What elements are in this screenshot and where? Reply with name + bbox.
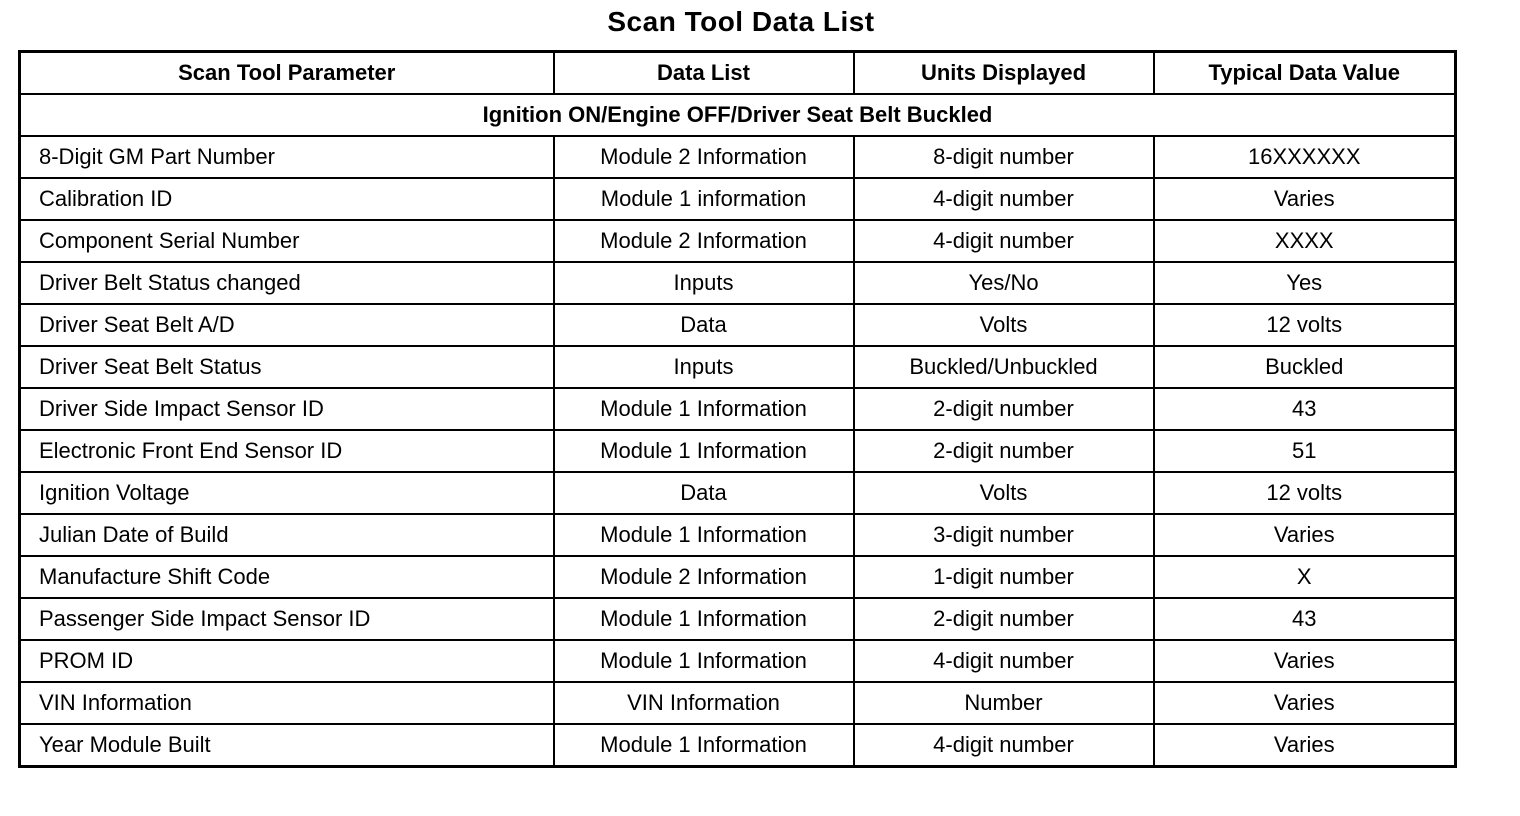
cell-parameter: Julian Date of Build <box>20 514 554 556</box>
cell-data-list: Module 1 Information <box>554 640 854 682</box>
cell-units: 4-digit number <box>854 724 1154 767</box>
table-row <box>20 598 1456 640</box>
cell-typical-value: 16XXXXXX <box>1154 136 1456 178</box>
cell-units: Volts <box>854 472 1154 514</box>
cell-units: 1-digit number <box>854 556 1154 598</box>
cell-units: 8-digit number <box>854 136 1154 178</box>
cell-units: 2-digit number <box>854 388 1154 430</box>
table-row <box>20 556 1456 598</box>
cell-typical-value: Varies <box>1154 682 1456 724</box>
header-scan-tool-parameter: Scan Tool Parameter <box>20 52 554 95</box>
table-row <box>20 262 1456 304</box>
cell-typical-value: 43 <box>1154 598 1456 640</box>
header-row <box>20 52 1456 95</box>
table-row <box>20 388 1456 430</box>
cell-typical-value: Varies <box>1154 724 1456 767</box>
header-data-list: Data List <box>554 52 854 95</box>
cell-data-list: Module 2 Information <box>554 220 854 262</box>
cell-data-list: Module 2 Information <box>554 136 854 178</box>
table-row <box>20 430 1456 472</box>
cell-typical-value: 12 volts <box>1154 472 1456 514</box>
cell-typical-value: 12 volts <box>1154 304 1456 346</box>
cell-data-list: Module 1 Information <box>554 598 854 640</box>
header-units-displayed: Units Displayed <box>854 52 1154 95</box>
cell-parameter: Ignition Voltage <box>20 472 554 514</box>
page-title: Scan Tool Data List <box>607 6 875 37</box>
cell-parameter: VIN Information <box>20 682 554 724</box>
cell-data-list: Data <box>554 304 854 346</box>
cell-typical-value: Buckled <box>1154 346 1456 388</box>
table-row <box>20 472 1456 514</box>
section-heading: Ignition ON/Engine OFF/Driver Seat Belt Buckled <box>20 94 1456 136</box>
cell-data-list: Inputs <box>554 262 854 304</box>
cell-parameter: Manufacture Shift Code <box>20 556 554 598</box>
table-row <box>20 220 1456 262</box>
cell-units: Buckled/Unbuckled <box>854 346 1154 388</box>
cell-data-list: Module 1 Information <box>554 430 854 472</box>
cell-parameter: 8-Digit GM Part Number <box>20 136 554 178</box>
cell-units: Volts <box>854 304 1154 346</box>
cell-data-list: Data <box>554 472 854 514</box>
cell-parameter: Passenger Side Impact Sensor ID <box>20 598 554 640</box>
cell-parameter: PROM ID <box>20 640 554 682</box>
section-row <box>20 94 1456 136</box>
cell-data-list: Module 1 Information <box>554 514 854 556</box>
cell-units: Number <box>854 682 1154 724</box>
cell-data-list: VIN Information <box>554 682 854 724</box>
cell-typical-value: X <box>1154 556 1456 598</box>
cell-units: 3-digit number <box>854 514 1154 556</box>
table-row <box>20 514 1456 556</box>
cell-parameter: Year Module Built <box>20 724 554 767</box>
cell-units: 4-digit number <box>854 178 1154 220</box>
cell-parameter: Driver Seat Belt Status <box>20 346 554 388</box>
cell-parameter: Electronic Front End Sensor ID <box>20 430 554 472</box>
scan-tool-data-table <box>18 50 1457 768</box>
cell-data-list: Module 2 Information <box>554 556 854 598</box>
header-typical-data-value: Typical Data Value <box>1154 52 1456 95</box>
cell-typical-value: Yes <box>1154 262 1456 304</box>
cell-units: 4-digit number <box>854 640 1154 682</box>
cell-data-list: Module 1 information <box>554 178 854 220</box>
table-row <box>20 682 1456 724</box>
table-row <box>20 304 1456 346</box>
cell-typical-value: Varies <box>1154 178 1456 220</box>
cell-units: Yes/No <box>854 262 1154 304</box>
table-row <box>20 136 1456 178</box>
cell-parameter: Driver Side Impact Sensor ID <box>20 388 554 430</box>
cell-data-list: Module 1 Information <box>554 388 854 430</box>
cell-parameter: Component Serial Number <box>20 220 554 262</box>
cell-data-list: Module 1 Information <box>554 724 854 767</box>
table-row <box>20 178 1456 220</box>
cell-units: 4-digit number <box>854 220 1154 262</box>
cell-data-list: Inputs <box>554 346 854 388</box>
cell-typical-value: 51 <box>1154 430 1456 472</box>
table-row <box>20 346 1456 388</box>
cell-typical-value: Varies <box>1154 514 1456 556</box>
cell-units: 2-digit number <box>854 430 1154 472</box>
table-row <box>20 724 1456 767</box>
cell-parameter: Calibration ID <box>20 178 554 220</box>
cell-typical-value: XXXX <box>1154 220 1456 262</box>
cell-units: 2-digit number <box>854 598 1154 640</box>
cell-parameter: Driver Belt Status changed <box>20 262 554 304</box>
table-row <box>20 640 1456 682</box>
cell-parameter: Driver Seat Belt A/D <box>20 304 554 346</box>
cell-typical-value: Varies <box>1154 640 1456 682</box>
cell-typical-value: 43 <box>1154 388 1456 430</box>
